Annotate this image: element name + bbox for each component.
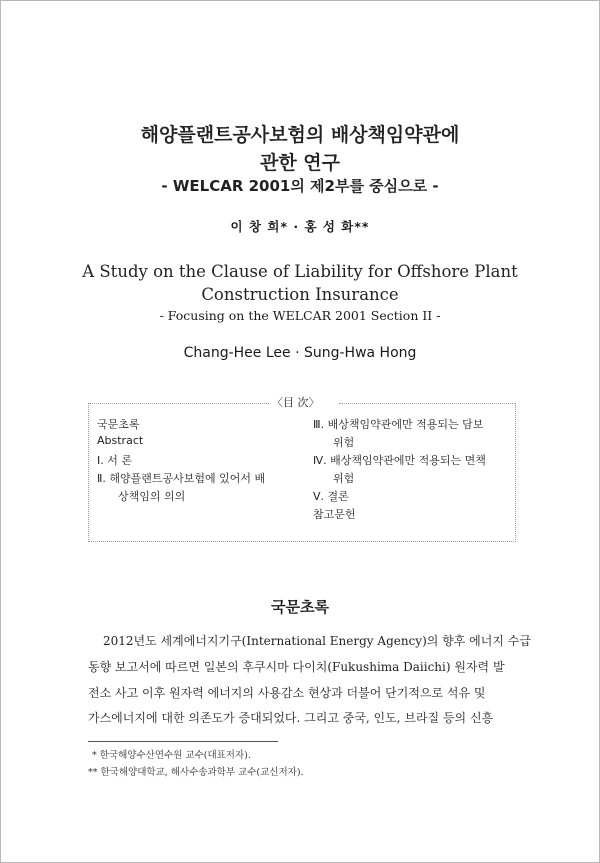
- toc-heading: 〈目 次〉: [272, 396, 320, 409]
- abstract-line-4: 가스에너지에 대한 의존도가 증대되었다. 그리고 중국, 인도, 브라질 등의 신흥: [88, 711, 494, 725]
- toc-item-section2-cont: 상책임의 의의: [118, 490, 186, 503]
- english-subtitle: - Focusing on the WELCAR 2001 Section II -: [159, 308, 441, 323]
- korean-title-line2: 관한 연구: [259, 152, 341, 174]
- toc-item-abstract: Abstract: [97, 434, 144, 447]
- abstract-line-1: 2012년도 세계에너지기구(International Energy Agency)의 향후 에너지 수급: [103, 634, 531, 648]
- toc-item-section3-cont: 위험: [333, 436, 355, 449]
- english-title-line2: Construction Insurance: [201, 285, 399, 304]
- toc-item-korean-abstract: 국문초록: [97, 418, 140, 431]
- toc-item-conclusion: Ⅴ. 결론: [313, 490, 349, 503]
- abstract-heading: 국문초록: [271, 598, 329, 616]
- footnote-2: ** 한국해양대학교, 해사수송과학부 교수(교신저자).: [88, 767, 304, 778]
- abstract-line-3: 전소 사고 이후 원자력 에너지의 사용감소 현상과 더불어 단기적으로 석유 및: [88, 686, 486, 700]
- toc-item-section3: Ⅲ. 배상책임약관에만 적용되는 담보: [313, 418, 484, 431]
- toc-item-section4: Ⅳ. 배상책임약관에만 적용되는 면책: [313, 454, 486, 467]
- korean-title-line1: 해양플랜트공사보험의 배상책임약관에: [140, 124, 460, 146]
- english-authors: Chang-Hee Lee · Sung-Hwa Hong: [183, 345, 417, 361]
- english-title-line1: A Study on the Clause of Liability for Offshore Plant: [82, 262, 518, 281]
- korean-authors: 이 창 희* · 홍 성 화**: [230, 219, 370, 234]
- toc-item-section4-cont: 위험: [333, 472, 355, 485]
- toc-item-section2: Ⅱ. 해양플랜트공사보험에 있어서 배: [97, 472, 266, 485]
- toc-item-references: 참고문헌: [313, 508, 356, 521]
- korean-subtitle: - WELCAR 2001의 제2부를 중심으로 -: [161, 177, 439, 195]
- abstract-line-2: 동향 보고서에 따르면 일본의 후쿠시마 다이치(Fukushima Daiichi) 원자력 발: [88, 660, 505, 674]
- footnote-1: * 한국해양수산연수원 교수(대표저자).: [92, 750, 251, 761]
- footnote-rule: [88, 741, 278, 742]
- toc-item-introduction: Ⅰ. 서 론: [97, 454, 132, 467]
